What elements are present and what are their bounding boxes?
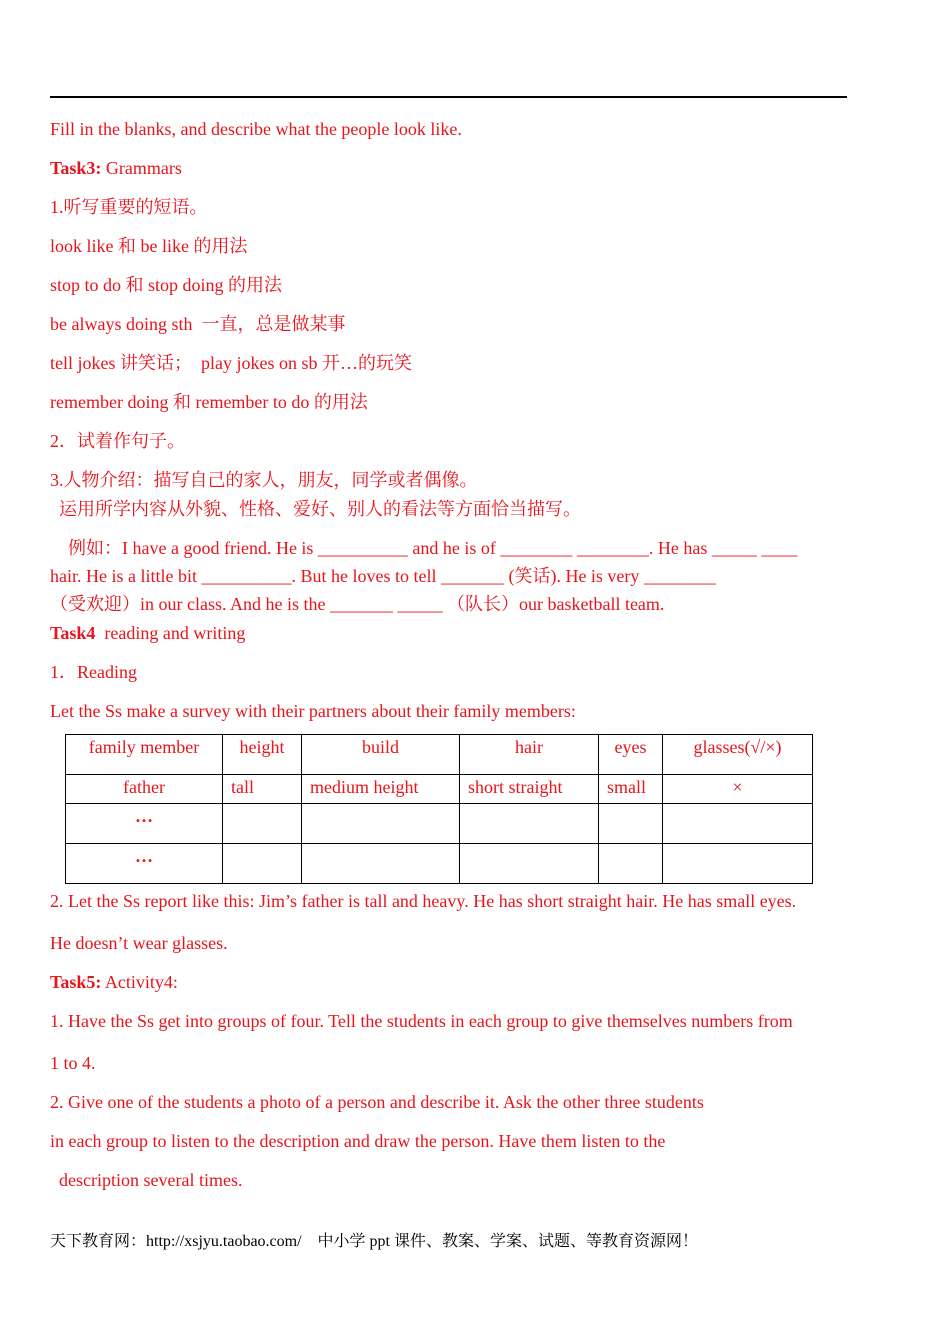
family-survey-table	[65, 734, 813, 884]
activity-step-2: 2. Give one of the students a photo of a person and describe it. Ask the other three students	[50, 1092, 704, 1112]
table-row	[66, 844, 813, 884]
empty-cell	[223, 844, 302, 884]
survey-instruction: Let the Ss make a survey with their partners about their family members:	[50, 701, 576, 721]
top-rule	[50, 96, 847, 98]
grammar-phrase-stop: stop to do 和 stop doing 的用法	[50, 275, 283, 295]
grammar-item-3-detail: 运用所学内容从外貌、性格、爱好、别人的看法等方面恰当描写。	[50, 499, 581, 519]
header-build: build	[302, 735, 460, 775]
task3-label: Task3:	[50, 158, 102, 178]
header-hair: hair	[460, 735, 599, 775]
cell-member-ellipsis: …	[66, 844, 223, 884]
empty-cell	[663, 844, 813, 884]
cell-glasses: ×	[663, 775, 813, 804]
grammar-phrase-remember: remember doing 和 remember to do 的用法	[50, 392, 368, 412]
grammar-item-3: 3.人物介绍：描写自己的家人，朋友，同学或者偶像。	[50, 470, 478, 490]
task5-title: Activity4:	[101, 972, 178, 992]
grammar-phrase-look-like: look like 和 be like 的用法	[50, 236, 248, 256]
cell-member-ellipsis: …	[66, 804, 223, 844]
grammar-item-1: 1.听写重要的短语。	[50, 197, 208, 217]
task4-title: reading and writing	[95, 623, 246, 643]
empty-cell	[460, 844, 599, 884]
empty-cell	[302, 844, 460, 884]
header-height: height	[223, 735, 302, 775]
table-row	[66, 775, 813, 804]
activity-step-2-cont: in each group to listen to the description and draw the person. Have them listen to the	[50, 1131, 666, 1151]
header-glasses: glasses(√/×)	[663, 735, 813, 775]
empty-cell	[599, 844, 663, 884]
table-row	[66, 804, 813, 844]
reading-heading: 1．Reading	[50, 662, 137, 682]
report-instruction: 2. Let the Ss report like this: Jim’s father is tall and heavy. He has short straight hair. He has small eyes.	[50, 891, 797, 911]
activity-step-1: 1. Have the Ss get into groups of four. Tell the students in each group to give themselves numbers from	[50, 1011, 793, 1031]
page-footer: 天下教育网：http://xsjyu.taobao.com/ 中小学 ppt 课件、教案、学案、试题、等教育资源网！	[50, 1233, 698, 1250]
cell-hair: short straight	[460, 775, 599, 804]
task3-title: Grammars	[101, 158, 182, 178]
empty-cell	[223, 804, 302, 844]
instruction-line: Fill in the blanks, and describe what the people look like.	[50, 119, 462, 139]
task5-heading	[50, 970, 178, 994]
cell-height: tall	[223, 775, 302, 804]
grammar-phrase-jokes: tell jokes 讲笑话； play jokes on sb 开…的玩笑	[50, 353, 412, 373]
task3-heading	[50, 156, 182, 180]
header-family-member: family member	[66, 735, 223, 775]
empty-cell	[460, 804, 599, 844]
cell-member: father	[66, 775, 223, 804]
table-header-row	[66, 735, 813, 775]
activity-step-1-cont: 1 to 4.	[50, 1053, 96, 1073]
grammar-item-2: 2．试着作句子。	[50, 431, 185, 451]
grammar-phrase-always: be always doing sth 一直，总是做某事	[50, 314, 346, 334]
task4-label: Task4	[50, 623, 96, 643]
activity-step-2-end: description several times.	[50, 1170, 243, 1190]
example-line-3: （受欢迎）in our class. And he is the _______ _____ （队长）our basketball team.	[50, 594, 665, 614]
task4-heading	[50, 621, 245, 645]
empty-cell	[302, 804, 460, 844]
report-instruction-cont: He doesn’t wear glasses.	[50, 933, 228, 953]
example-line-2: hair. He is a little bit __________. But he loves to tell _______ (笑话). He is very ________	[50, 566, 716, 586]
cell-build: medium height	[302, 775, 460, 804]
example-line-1: 例如：I have a good friend. He is __________ and he is of ________ ________. He has _____ ____	[50, 538, 798, 558]
empty-cell	[599, 804, 663, 844]
cell-eyes: small	[599, 775, 663, 804]
task5-label: Task5:	[50, 972, 102, 992]
header-eyes: eyes	[599, 735, 663, 775]
empty-cell	[663, 804, 813, 844]
